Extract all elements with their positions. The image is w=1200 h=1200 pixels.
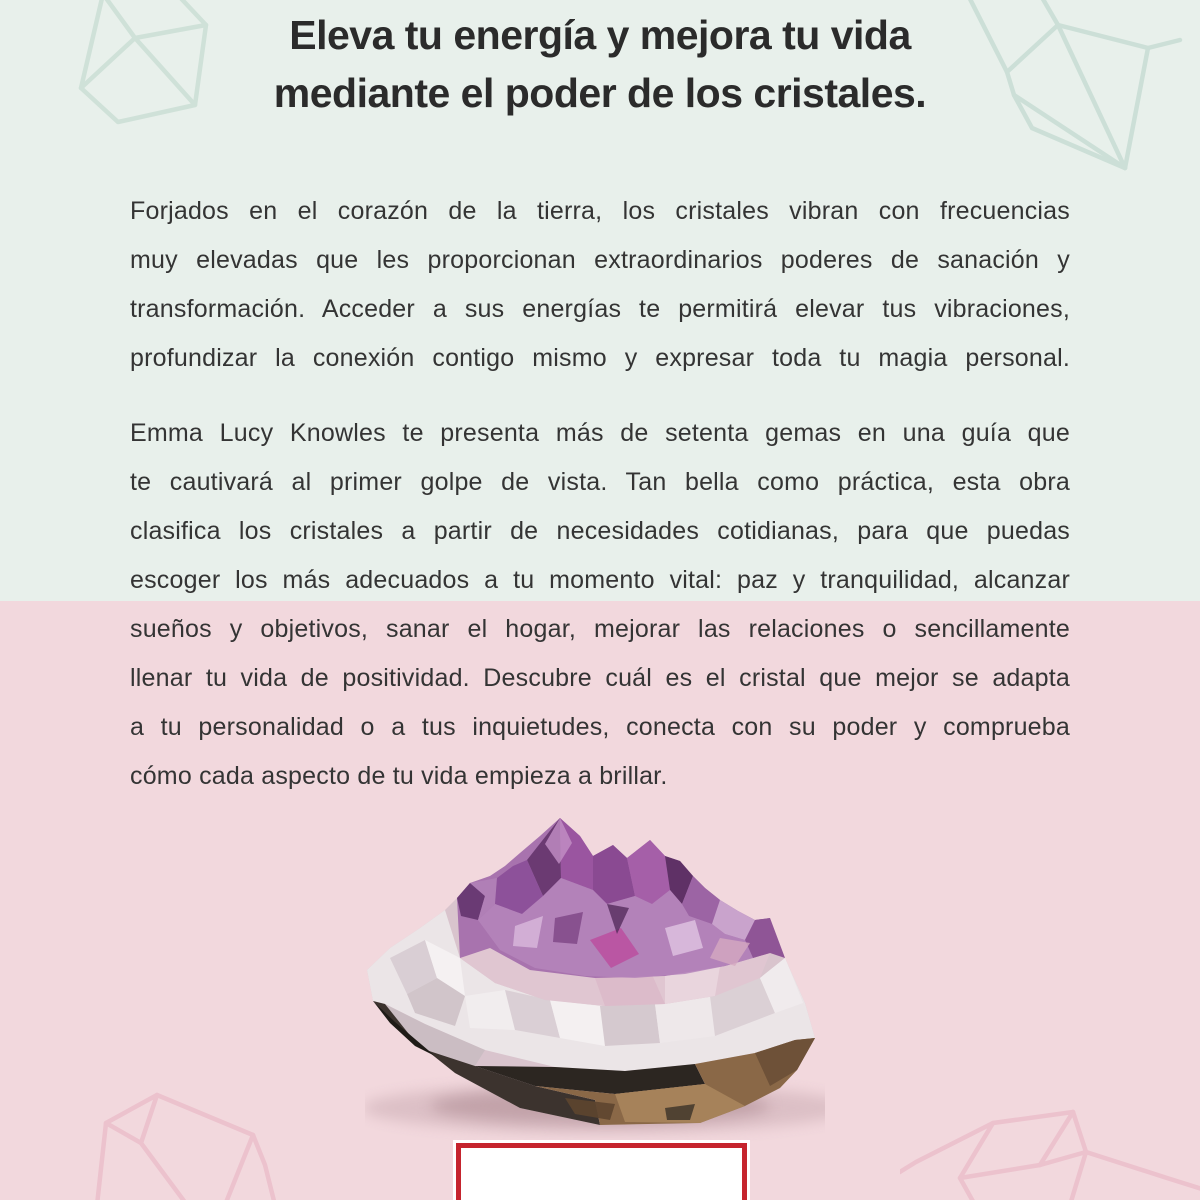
text-line: escoger los más adecuados a tu momento vital: paz y tranquilidad, alcanzar	[130, 566, 1070, 594]
text-line: a tu personalidad o a tus inquietudes, conecta con su poder y comprueba	[130, 713, 1070, 741]
paragraph-description	[130, 409, 1070, 801]
text-line: transformación. Acceder a sus energías te permitirá elevar tus vibraciones,	[130, 295, 1070, 323]
title-line-2: mediante el poder de los cristales.	[273, 70, 927, 116]
text-line: profundizar la conexión contigo mismo y expresar toda tu magia personal.	[130, 344, 1070, 372]
amethyst-cluster-photo	[365, 808, 825, 1143]
text-line: clasifica los cristales a partir de necesidades cotidianas, para que puedas	[130, 517, 1070, 545]
text-line: Forjados en el corazón de la tierra, los cristales vibran con frecuencias	[130, 197, 1070, 225]
page-title	[100, 6, 1100, 122]
text-line: Emma Lucy Knowles te presenta más de setenta gemas en una guía que	[130, 419, 1070, 447]
text-line: sueños y objetivos, sanar el hogar, mejorar las relaciones o sencillamente	[130, 615, 1070, 643]
text-line: llenar tu vida de positividad. Descubre cuál es el cristal que mejor se adapta	[130, 664, 1070, 692]
text-line: te cautivará al primer golpe de vista. Tan bella como práctica, esta obra	[130, 468, 1070, 496]
text-line: muy elevadas que les proporcionan extraordinarios poderes de sanación y	[130, 246, 1070, 274]
barcode-placeholder-box	[456, 1143, 747, 1200]
text-line: cómo cada aspecto de tu vida empieza a brillar.	[130, 762, 668, 790]
paragraph-intro	[130, 187, 1070, 383]
title-line-1: Eleva tu energía y mejora tu vida	[289, 12, 911, 58]
